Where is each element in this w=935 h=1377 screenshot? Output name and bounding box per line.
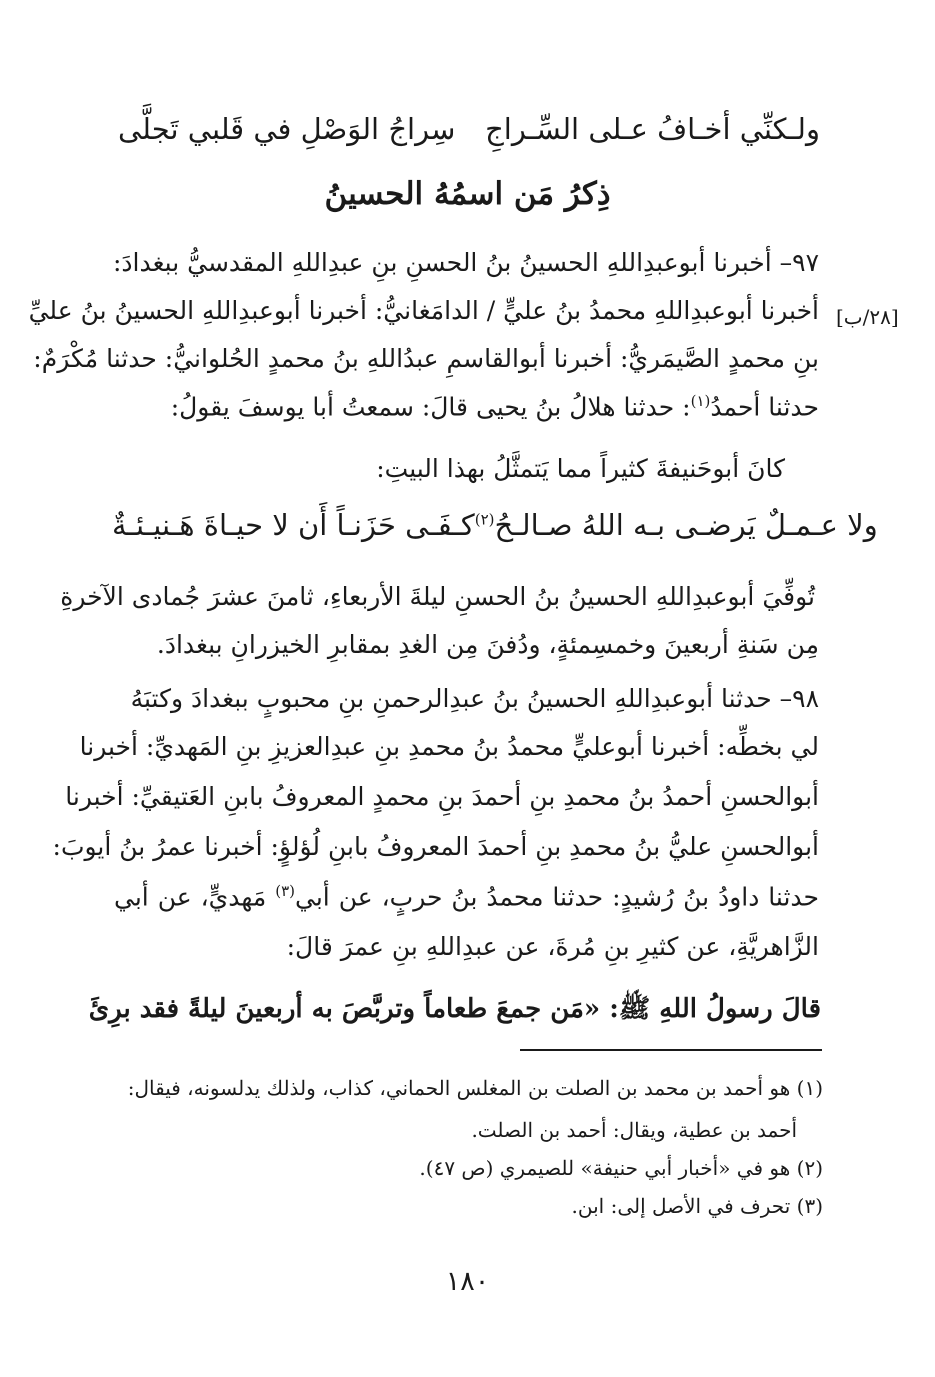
entry97-line2: أخبرنا أبوعبدِاللهِ محمدُ بنُ عليٍّ / الدامَغانيُّ: أخبرنا أبوعبدِاللهِ الحسينُ بنُ عليِّ: [28, 296, 819, 325]
footnote-ref-2: (٢): [474, 510, 495, 529]
entry98-line7-hadith: قالَ رسولُ اللهِ ﷺ: «مَن جمعَ طعاماً وتربَّصَ به أربعينَ ليلةً فقد برِئَ: [88, 994, 821, 1024]
entry97-line4-end: : حدثنا هلالُ بنُ يحيى قالَ: سمعتُ أبا يوسفَ يقولُ:: [170, 392, 691, 422]
entry97-line1: ٩٧– أخبرنا أبوعبدِاللهِ الحسينُ بنُ الحسنِ بنِ عبدِاللهِ المقدسيُّ ببغدادَ:: [112, 248, 819, 277]
footnote-2: (٢) هو في «أخبار أبي حنيفة» للصيمري (ص ٤٧).: [419, 1156, 823, 1180]
entry98-line4: أبوالحسنِ عليُّ بنُ محمدِ بنِ أحمدَ المعروفُ بابنِ لُؤلؤٍ: أخبرنا عمرُ بنُ أيوبَ:: [52, 832, 819, 861]
entry97-line4: [114, 392, 819, 421]
death-note-line1: تُوفِّيَ أبوعبدِاللهِ الحسينُ بنُ الحسنِ ليلةَ الأربعاءِ، ثامنَ عشرَ جُمادى الآخرةِ: [60, 582, 815, 611]
margin-folio-note: [٢٨/ب]: [836, 305, 899, 329]
entry97-line3: بنِ محمدٍ الصَّيمَريُّ: أخبرنا أبوالقاسمِ عبدُاللهِ بنُ محمدٍ الحُلوانيُّ: حدثنا مُكْرَمٌ:: [33, 344, 819, 373]
entry98-line5-end: مَهديٍّ، عن أبي: [114, 882, 276, 912]
verse-top: [118, 112, 820, 146]
section-heading: ذِكرُ مَن اسمُهُ الحسينُ: [324, 176, 611, 212]
entry98-line6: الزَّاهريَّةِ، عن كثيرِ بنِ مُرةَ، عن عبدِاللهِ بنِ عمرَ قالَ:: [286, 932, 819, 961]
page-number: ١٨٠: [445, 1266, 490, 1297]
footnote-ref-1: (١): [690, 392, 711, 410]
entry97-line4-start: حدثنا أحمدُ: [710, 392, 819, 422]
footnote-1-line2: أحمد بن عطية، ويقال: أحمد بن الصلت.: [471, 1118, 797, 1142]
entry98-line5-start: حدثنا داودُ بنُ رُشيدٍ: حدثنا محمدُ بنُ حربٍ، عن أبي: [295, 882, 820, 912]
entry98-line1: ٩٨– حدثنا أبوعبدِاللهِ الحسينُ بنُ عبدِالرحمنِ بنِ محبوبٍ ببغدادَ وكتبَهُ: [130, 684, 819, 713]
entry98-line2: لي بخطِّه: أخبرنا أبوعليٍّ محمدُ بنُ محمدِ بنِ عبدِالعزيزِ بنِ المَهديِّ: أخبرنا: [79, 732, 819, 761]
entry98-line5: [114, 882, 819, 911]
footnote-1-line1: (١) هو أحمد بن محمد بن الصلت بن المغلس الحماني، كذاب، ولذلك يدلسونه، فيقال:: [127, 1076, 823, 1100]
verse-mid-right-hemistich: كـفَـى حَزَنـاً أَن لا حيـاةَ هَـنيـئـةٌ: [112, 508, 475, 542]
entry98-line3: أبوالحسنِ أحمدُ بنُ محمدِ بنِ أحمدَ بنِ محمدٍ المعروفُ بابنِ العَتيقيِّ: أخبرنا: [65, 782, 819, 811]
verse-top-left-hemistich: ولـكنِّي أخـافُ عـلى السِّـراجِ: [485, 112, 820, 146]
death-note-line2: مِن سَنةِ أربعينَ وخمسِمئةٍ، ودُفنَ مِن الغدِ بمقابرِ الخيزرانِ ببغدادَ.: [156, 630, 819, 659]
footnote-separator: [520, 1049, 822, 1051]
entry97-line5: كانَ أبوحَنيفةَ كثيراً مما يَتمثَّلُ بهذا البيتِ:: [376, 454, 785, 483]
footnote-3: (٣) تحرف في الأصل إلى: ابن.: [571, 1194, 823, 1218]
verse-top-right-hemistich: سِراجُ الوَصْلِ في قَلبي تَجلَّى: [118, 112, 456, 146]
verse-mid: [112, 508, 878, 542]
verse-mid-left-text: ولا عـمـلٌ يَرضـى بـه اللهُ صـالـحُ: [494, 508, 878, 542]
verse-mid-left-hemistich: [475, 508, 878, 542]
footnote-ref-3: (٣): [275, 882, 296, 900]
